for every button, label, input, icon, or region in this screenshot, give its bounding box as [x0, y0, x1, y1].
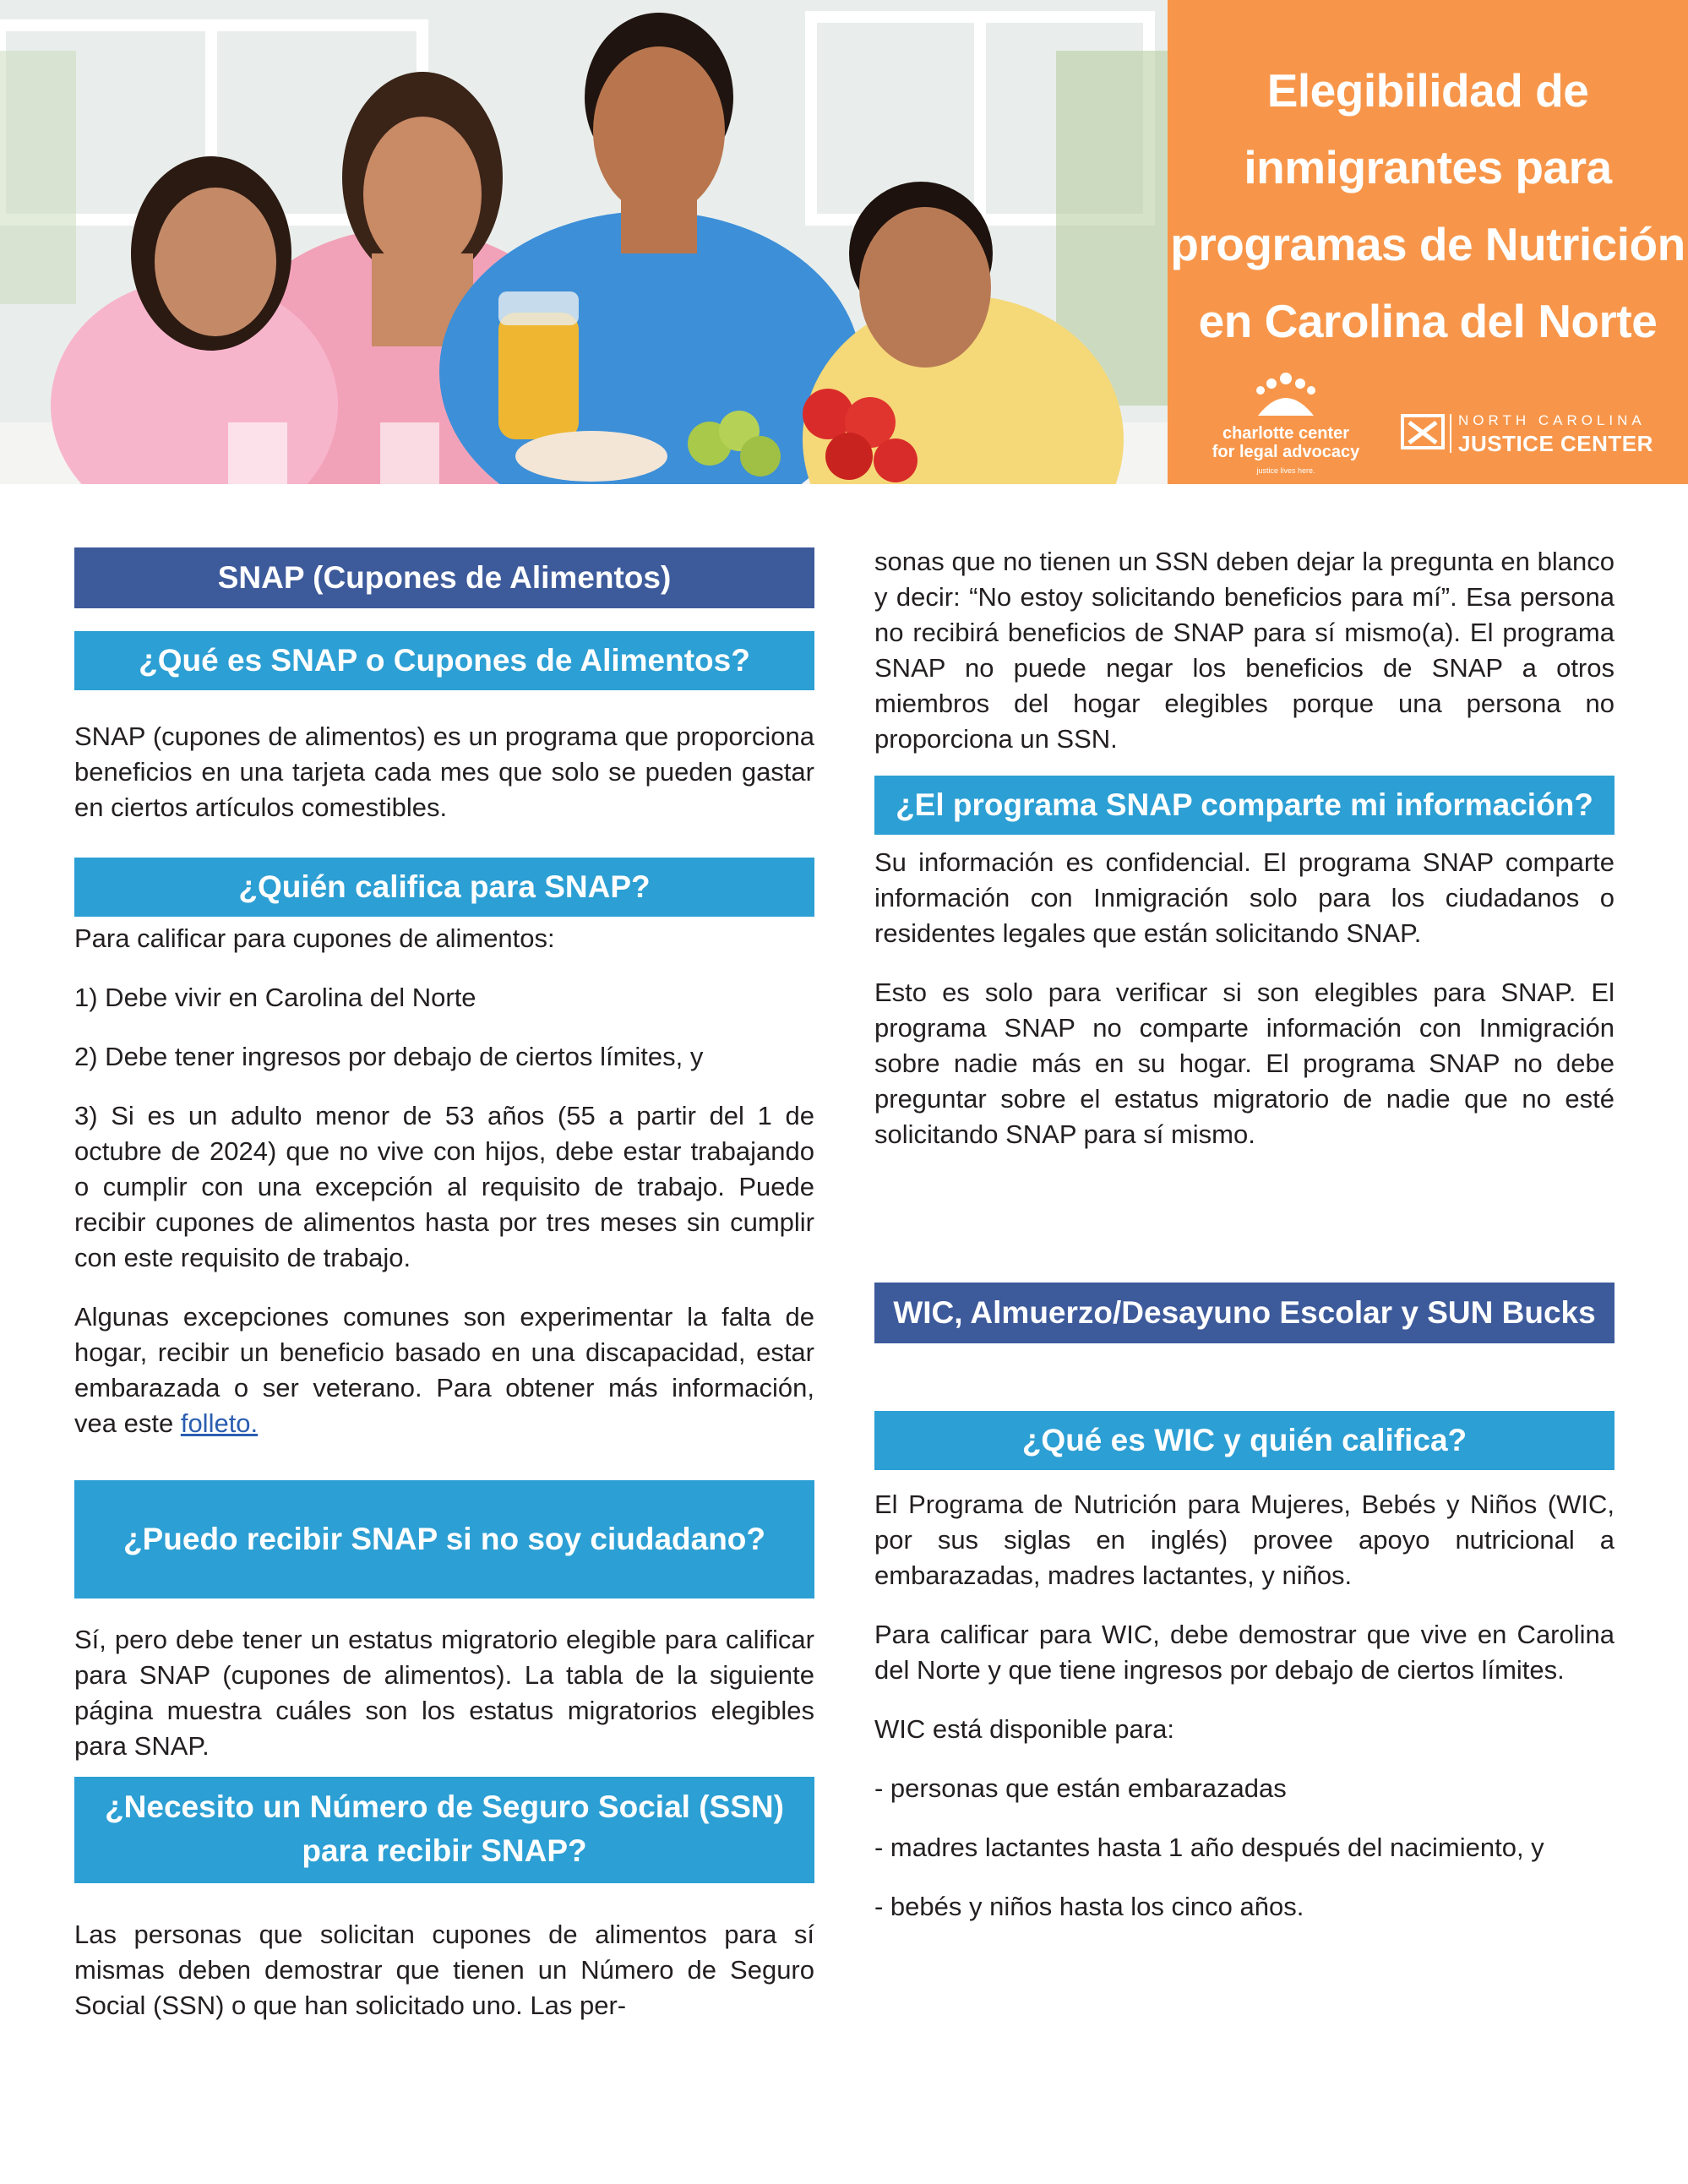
logo-line: NORTH CAROLINA	[1458, 412, 1646, 428]
exceptions-text: Algunas excepciones comunes son experimentar la falta de hogar, recibir un beneficio basado en una discapacidad, estar embarazada o ser veterano. Para obtener más información, vea este	[74, 1302, 814, 1438]
brochure-link[interactable]: folleto.	[180, 1408, 259, 1438]
family-photo	[0, 0, 1168, 484]
paragraph: Esto es solo para verificar si son elegibles para SNAP. El programa SNAP no comparte información con Inmigración sobre nadie más en su hogar. El programa SNAP no debe preguntar sobre el estatus migratorio de nadie que no esté solicitando SNAP para sí mismo.	[874, 978, 1614, 1149]
heading-line: para recibir SNAP?	[302, 1833, 587, 1868]
paragraph: El Programa de Nutrición para Mujeres, Bebés y Niños (WIC, por sus siglas en inglés) provee apoyo nutricional a embarazadas, madres lactantes, y niños.	[874, 1490, 1614, 1590]
logo-line: charlotte center	[1222, 424, 1350, 443]
paragraph: Sí, pero debe tener un estatus migratorio elegible para calificar para SNAP (cupones de alimentos). La tabla de la siguiente página muestra cuáles son los estatus migratorios elegibles para SNAP.	[74, 1625, 814, 1761]
justice-center-icon	[1401, 411, 1445, 453]
title-line: en Carolina del Norte	[1198, 295, 1658, 347]
people-icon	[1256, 372, 1315, 419]
question-heading-what-is-snap: ¿Qué es SNAP o Cupones de Alimentos?	[74, 631, 814, 690]
paragraph: SNAP (cupones de alimentos) es un programa que proporciona beneficios en una tarjeta cada mes que solo se pueden gastar en ciertos artículos comestibles.	[74, 722, 814, 822]
paragraph: Para calificar para WIC, debe demostrar que vive en Carolina del Norte y que tiene ingresos por debajo de ciertos límites.	[874, 1620, 1614, 1685]
title-line: inmigrantes para	[1244, 141, 1612, 193]
ssn-text	[74, 1917, 814, 2023]
question-heading-non-citizen: ¿Puedo recibir SNAP si no soy ciudadano?	[74, 1480, 814, 1599]
question-heading-who-qualifies: ¿Quién califica para SNAP?	[74, 858, 814, 917]
title-line: programas de Nutrición	[1170, 218, 1685, 270]
list-item: - madres lactantes hasta 1 año después del nacimiento, y	[874, 1833, 1544, 1862]
page-title	[1168, 52, 1688, 360]
logo-line: JUSTICE CENTER	[1458, 431, 1653, 456]
list-item: 2) Debe tener ingresos por debajo de ciertos límites, y	[74, 1042, 704, 1071]
list-item: - bebés y niños hasta los cinco años.	[874, 1892, 1304, 1921]
paragraph: Las personas que solicitan cupones de alimentos para sí mismas deben demostrar que tienen un Número de Seguro Social (SSN) o que han solicitado uno. Las per-	[74, 1920, 814, 2020]
paragraph: Su información es confidencial. El programa SNAP comparte información con Inmigración solo para los ciudadanos o residentes legales que están solicitando SNAP.	[874, 847, 1614, 948]
list-item: - personas que están embarazadas	[874, 1773, 1287, 1803]
charlotte-center-logo	[1210, 372, 1362, 473]
what-is-wic-text	[874, 1487, 1614, 1925]
list-item: 1) Debe vivir en Carolina del Norte	[74, 983, 476, 1012]
paragraph: WIC está disponible para:	[874, 1714, 1174, 1744]
snap-section-heading: SNAP (Cupones de Alimentos)	[74, 547, 814, 608]
ssn-text-continued	[874, 544, 1614, 757]
justice-center-logo	[1401, 411, 1654, 461]
paragraph: Para calificar para cupones de alimentos:	[74, 923, 555, 953]
heading-line: ¿Necesito un Número de Seguro Social (SSN)	[105, 1789, 784, 1824]
paragraph: sonas que no tienen un SSN deben dejar la pregunta en blanco y decir: “No estoy solicitando beneficios para mí”. Esa persona no recibirá beneficios de SNAP para sí mismo(a). El programa SNAP no puede negar los beneficios de SNAP a otros miembros del hogar elegibles porque una persona no proporciona un SSN.	[874, 547, 1614, 754]
paragraph	[74, 1299, 814, 1441]
question-heading-share-info: ¿El programa SNAP comparte mi información?	[874, 776, 1614, 835]
who-qualifies-text	[74, 921, 814, 1441]
share-info-text	[874, 845, 1614, 1152]
title-panel	[1168, 0, 1688, 484]
logo-tagline: justice lives here.	[1256, 466, 1315, 475]
logo-divider	[1450, 414, 1451, 453]
title-line: Elegibilidad de	[1266, 64, 1589, 117]
list-item: 3) Si es un adulto menor de 53 años (55 a partir del 1 de octubre de 2024) que no vive con hijos, debe estar trabajando o cumplir con una excepción al requisito de trabajo. Puede recibir cupones de alimentos hasta por tres meses sin cumplir con este requisito de trabajo.	[74, 1101, 814, 1272]
what-is-snap-text	[74, 719, 814, 825]
question-heading-what-is-wic: ¿Qué es WIC y quién califica?	[874, 1411, 1614, 1470]
wic-section-heading: WIC, Almuerzo/Desayuno Escolar y SUN Bucks	[874, 1283, 1614, 1343]
logo-line: for legal advocacy	[1212, 443, 1360, 461]
question-heading-ssn	[74, 1777, 814, 1883]
non-citizen-text	[74, 1622, 814, 1764]
